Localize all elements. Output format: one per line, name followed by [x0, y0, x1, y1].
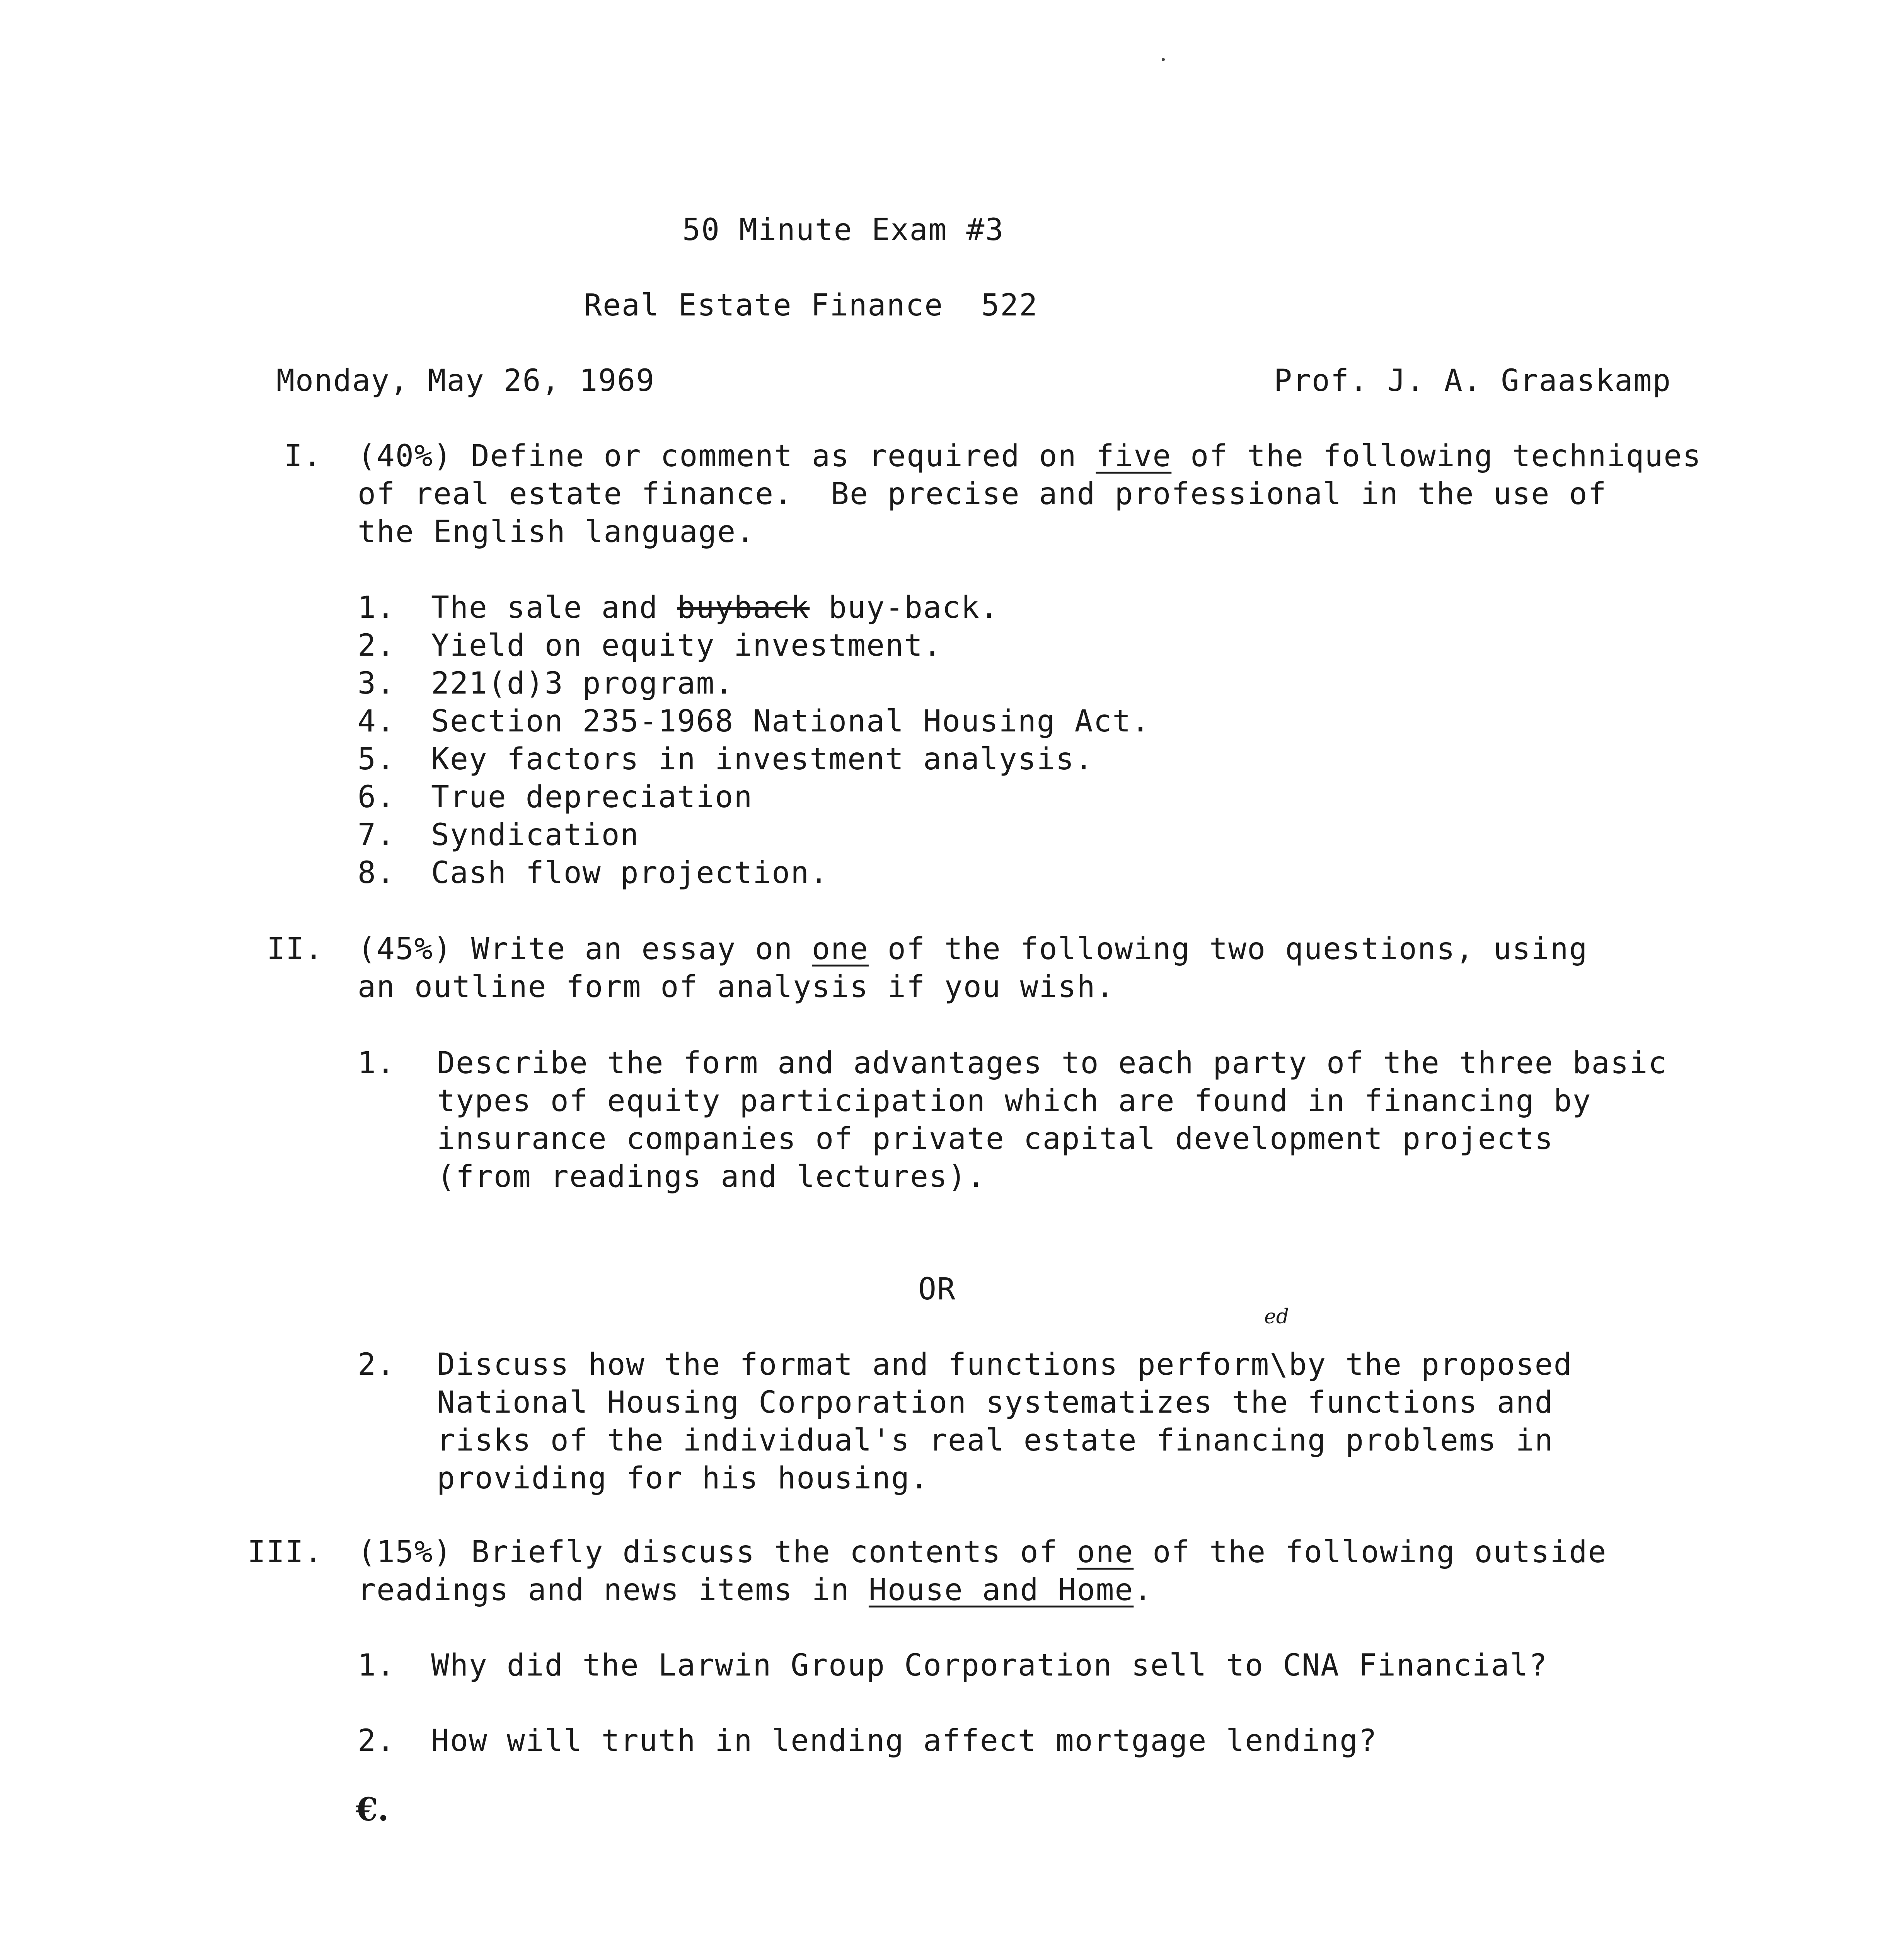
- section-2-number: II.: [267, 932, 324, 966]
- reading-q2-number: 2.: [358, 1723, 395, 1758]
- section-3-number: III.: [247, 1535, 323, 1570]
- essay-q2-line-1: Discuss how the format and functions perform\by the proposed: [437, 1347, 1573, 1382]
- item-7-number: 7.: [358, 818, 395, 852]
- item-8-number: 8.: [358, 856, 395, 890]
- item-3-text: 221(d)3 program.: [431, 666, 734, 701]
- or-separator: OR: [918, 1272, 956, 1307]
- exam-title: 50 Minute Exam #3: [682, 213, 1004, 247]
- essay-q1-line-4: (from readings and lectures).: [437, 1159, 986, 1194]
- item-1-text: The sale and buyback buy-back.: [431, 590, 999, 625]
- item-4-number: 4.: [358, 704, 395, 739]
- essay-q1-line-3: insurance companies of private capital development projects: [437, 1122, 1554, 1156]
- item-4-text: Section 235-1968 National Housing Act.: [431, 704, 1151, 739]
- item-2-number: 2.: [358, 628, 395, 663]
- item-6-number: 6.: [358, 780, 395, 815]
- essay-q2-line-4: providing for his housing.: [437, 1461, 929, 1496]
- item-3-number: 3.: [358, 666, 395, 701]
- course-name: Real Estate Finance 522: [584, 288, 1038, 323]
- essay-q2-number: 2.: [358, 1347, 395, 1382]
- section-3-line-2: readings and news items in House and Home.: [358, 1573, 1153, 1607]
- end-mark: €.: [356, 1791, 389, 1828]
- reading-q2-text: How will truth in lending affect mortgage lending?: [431, 1723, 1377, 1758]
- section-2-line-2: an outline form of analysis if you wish.: [358, 970, 1115, 1004]
- essay-q2-line-2: National Housing Corporation systematizes the functions and: [437, 1385, 1554, 1420]
- essay-q1-line-2: types of equity participation which are found in financing by: [437, 1084, 1592, 1118]
- item-8-text: Cash flow projection.: [431, 856, 829, 890]
- essay-q1-number: 1.: [358, 1046, 395, 1081]
- reading-q1-number: 1.: [358, 1648, 395, 1683]
- item-2-text: Yield on equity investment.: [431, 628, 942, 663]
- section-1-number: I.: [284, 439, 322, 474]
- exam-date: Monday, May 26, 1969: [276, 363, 655, 398]
- item-1-number: 1.: [358, 590, 395, 625]
- section-1-line-3: the English language.: [358, 515, 755, 549]
- item-6-text: True depreciation: [431, 780, 753, 815]
- scan-speck: [1162, 58, 1165, 61]
- professor-name: Prof. J. A. Graaskamp: [1274, 363, 1672, 398]
- item-5-number: 5.: [358, 742, 395, 777]
- essay-q2-line-3: risks of the individual's real estate financing problems in: [437, 1423, 1554, 1458]
- item-7-text: Syndication: [431, 818, 639, 852]
- reading-q1-text: Why did the Larwin Group Corporation sell to CNA Financial?: [431, 1648, 1548, 1683]
- handwritten-insertion: ed: [1264, 1305, 1289, 1328]
- essay-q1-line-1: Describe the form and advantages to each party of the three basic: [437, 1046, 1667, 1081]
- section-3-line-1: (15%) Briefly discuss the contents of one of the following outside: [358, 1535, 1607, 1570]
- section-1-line-2: of real estate finance. Be precise and professional in the use of: [358, 477, 1607, 511]
- section-1-line-1: (40%) Define or comment as required on five of the following techniques: [358, 439, 1702, 474]
- section-2-line-1: (45%) Write an essay on one of the following two questions, using: [358, 932, 1588, 966]
- item-5-text: Key factors in investment analysis.: [431, 742, 1094, 777]
